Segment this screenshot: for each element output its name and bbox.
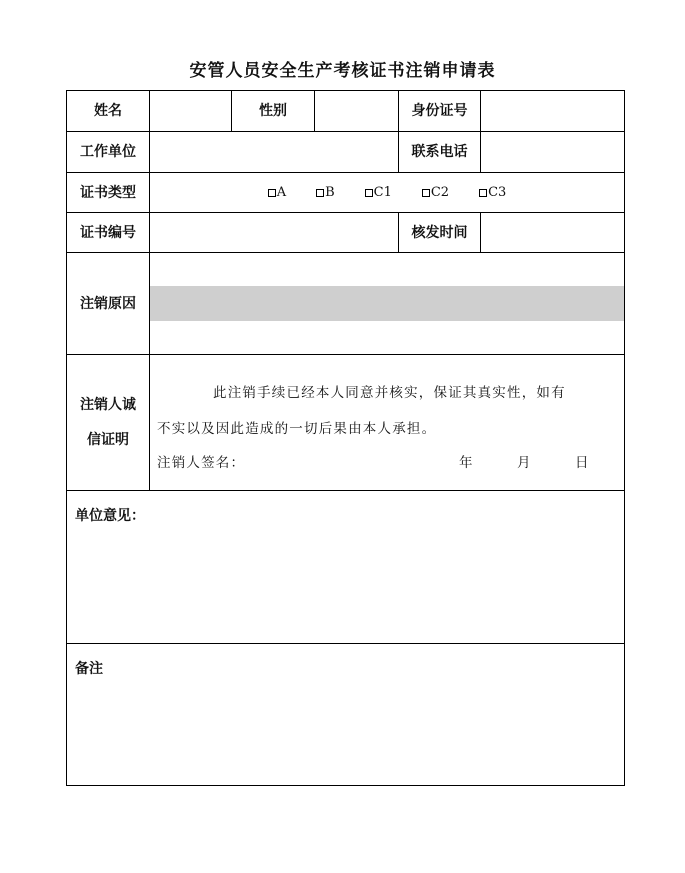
signature-label: 注销人签名：: [157, 455, 246, 471]
highlight-band: [150, 286, 624, 321]
id-number-label: 身份证号: [398, 91, 480, 131]
integrity-proof-label: [67, 354, 149, 490]
unit-opinion-section[interactable]: [67, 490, 624, 643]
cert-option-a[interactable]: [268, 185, 286, 200]
work-unit-label: 工作单位: [67, 131, 149, 172]
form-title: 安管人员安全生产考核证书注销申请表: [189, 61, 496, 81]
integrity-label-line1: 注销人诚: [80, 396, 136, 413]
declaration-line2: 不实以及因此造成的一切后果由本人承担。: [157, 421, 437, 437]
checkbox-icon[interactable]: [422, 189, 430, 197]
cert-option-c1[interactable]: [365, 185, 392, 200]
cert-number-label: 证书编号: [67, 212, 149, 252]
cert-option-label: C1: [373, 185, 392, 200]
unit-opinion-label: 单位意见：: [75, 508, 145, 524]
checkbox-icon[interactable]: [479, 189, 487, 197]
cancel-reason-label: 注销原因: [67, 252, 149, 354]
work-unit-field[interactable]: [149, 131, 398, 172]
cert-option-label: C3: [488, 185, 507, 200]
remarks-label: 备注: [75, 661, 103, 677]
declaration-block: [149, 354, 624, 490]
cancel-reason-field[interactable]: [149, 252, 624, 354]
name-field[interactable]: [149, 91, 231, 131]
name-label: 姓名: [94, 103, 122, 119]
checkbox-icon[interactable]: [268, 189, 276, 197]
cert-option-label: C2: [430, 185, 450, 200]
checkbox-icon[interactable]: [316, 189, 324, 197]
year-label: 年: [459, 455, 474, 471]
declaration-line1: 此注销手续已经本人同意并核实，保证其真实性，如有: [213, 385, 566, 401]
cert-option-c2[interactable]: [422, 185, 449, 200]
cert-type-label: 证书类型: [67, 172, 149, 212]
month-label: 月: [517, 455, 532, 471]
cert-number-field[interactable]: [149, 212, 398, 252]
id-number-field[interactable]: [480, 91, 624, 131]
integrity-label-line2: 信证明: [87, 431, 129, 448]
gender-field[interactable]: [314, 91, 398, 131]
cert-option-label: B: [325, 185, 335, 200]
cert-option-b[interactable]: [316, 185, 335, 200]
cert-option-c3[interactable]: [479, 185, 506, 200]
issue-date-field[interactable]: [480, 212, 624, 252]
cert-type-options: [149, 172, 624, 212]
day-label: 日: [575, 455, 590, 471]
cancellation-form: [66, 90, 625, 786]
issue-date-label: 核发时间: [398, 212, 480, 252]
phone-label: 联系电话: [398, 131, 480, 172]
checkbox-icon[interactable]: [365, 189, 373, 197]
remarks-section[interactable]: [67, 643, 624, 785]
cert-option-label: A: [276, 185, 287, 200]
phone-field[interactable]: [480, 131, 624, 172]
gender-label: 性别: [231, 91, 314, 131]
